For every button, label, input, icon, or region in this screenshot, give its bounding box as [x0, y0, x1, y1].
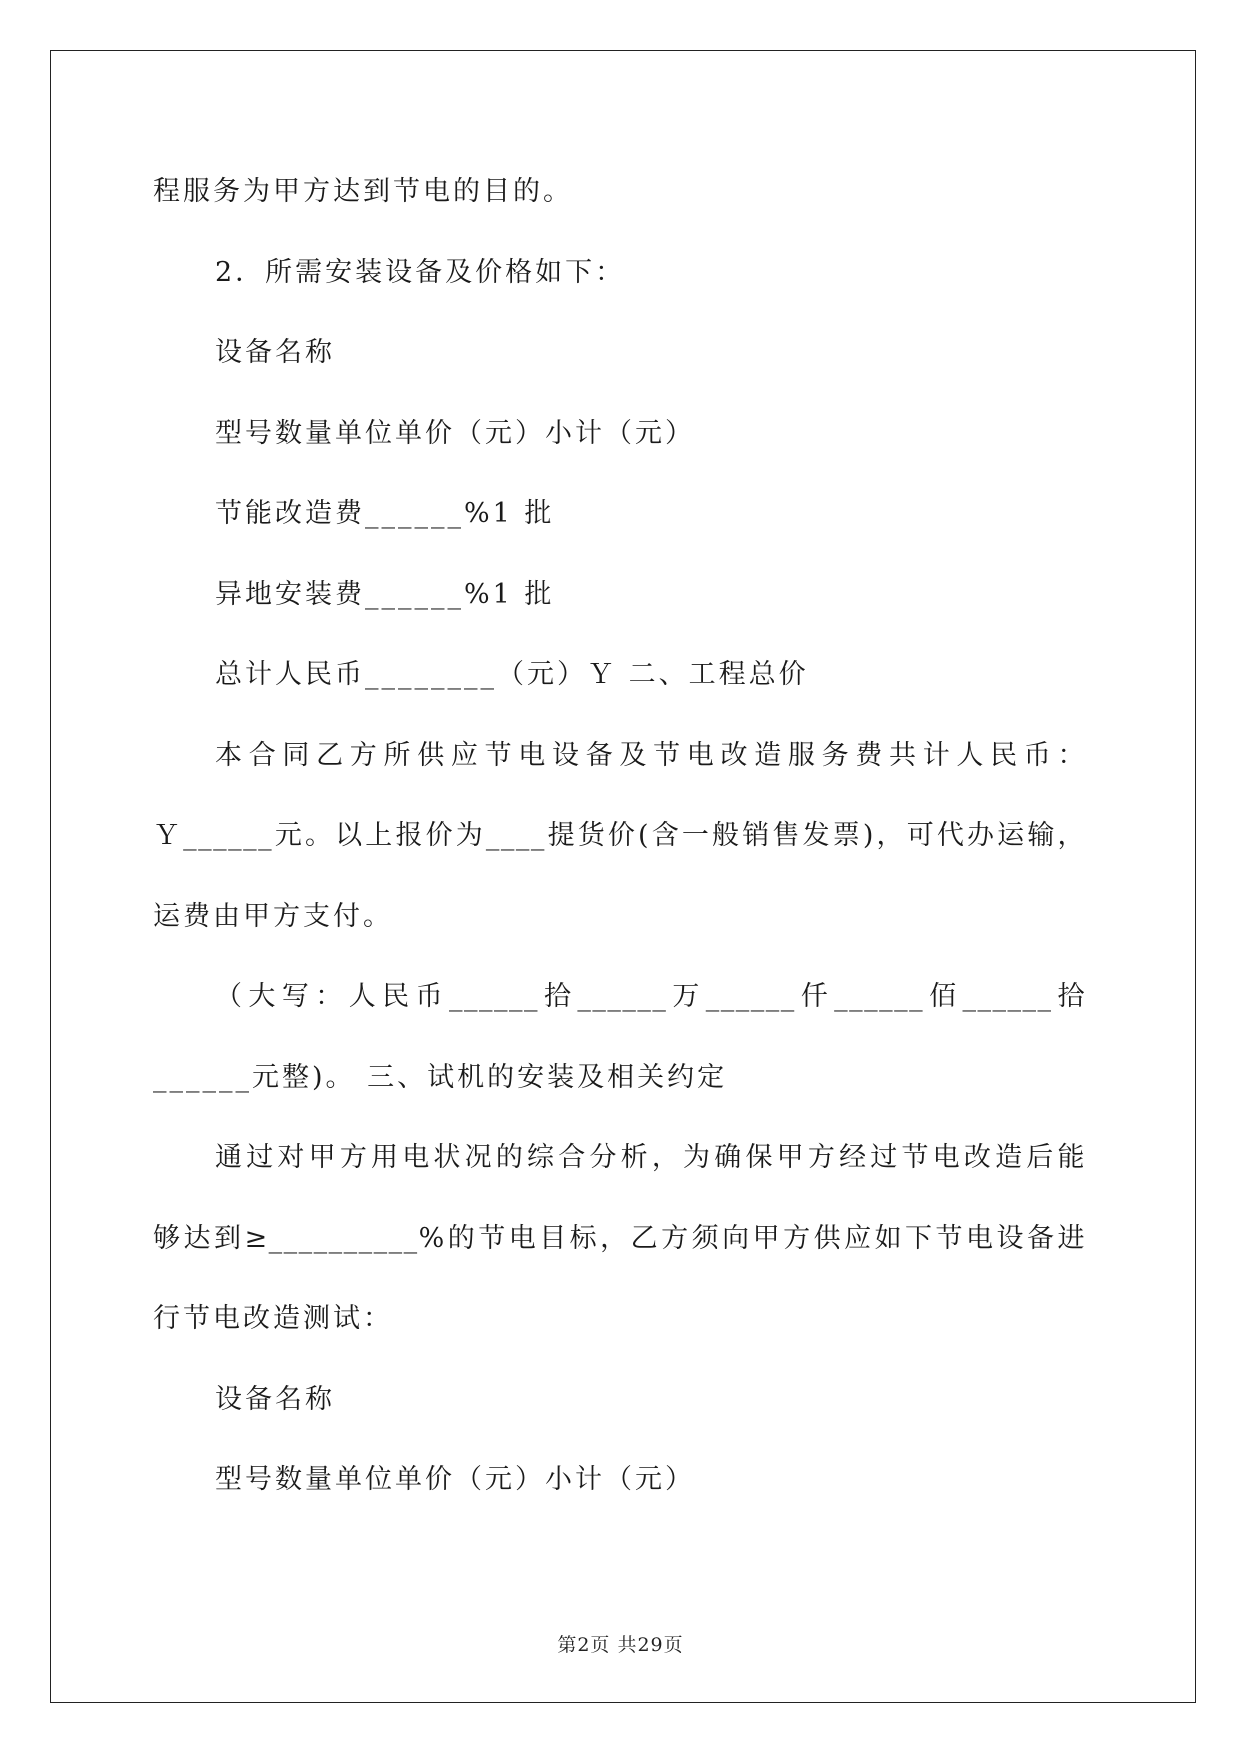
- paragraph-line: 本合同乙方所供应节电设备及节电改造服务费共计人民币：: [215, 740, 1086, 771]
- page-border: [50, 50, 1196, 1703]
- paragraph-line: Ｙ______元。以上报价为____提货价(含一般销售发票)，可代办运输，: [153, 820, 1086, 851]
- paragraph-line: 够达到≥__________%的节电目标，乙方须向甲方供应如下节电设备进: [153, 1223, 1086, 1254]
- paragraph-line: 运费由甲方支付。: [153, 901, 393, 932]
- paragraph-line: 行节电改造测试：: [153, 1303, 393, 1334]
- total-line: 总计人民币________（元）Ｙ 二、工程总价: [215, 659, 809, 690]
- paragraph-line: ______元整)。 三、试机的安装及相关约定: [153, 1062, 728, 1093]
- page-number-footer: 第2页 共29页: [557, 1634, 684, 1656]
- table-header-line: 型号数量单位单价（元）小计（元）: [215, 1464, 695, 1495]
- paragraph-line: 程服务为甲方达到节电的目的。: [153, 176, 573, 207]
- table-row-line: 异地安装费______%1 批: [215, 579, 555, 610]
- table-row-line: 节能改造费______%1 批: [215, 498, 555, 529]
- table-header-line: 型号数量单位单价（元）小计（元）: [215, 418, 695, 449]
- table-header-line: 设备名称: [215, 337, 335, 368]
- table-header-line: 设备名称: [215, 1384, 335, 1415]
- paragraph-line: （大写：人民币______拾______万______仟______佰______拾: [215, 981, 1086, 1012]
- section-heading: 2．所需安装设备及价格如下：: [215, 257, 626, 288]
- paragraph-line: 通过对甲方用电状况的综合分析，为确保甲方经过节电改造后能: [215, 1142, 1086, 1173]
